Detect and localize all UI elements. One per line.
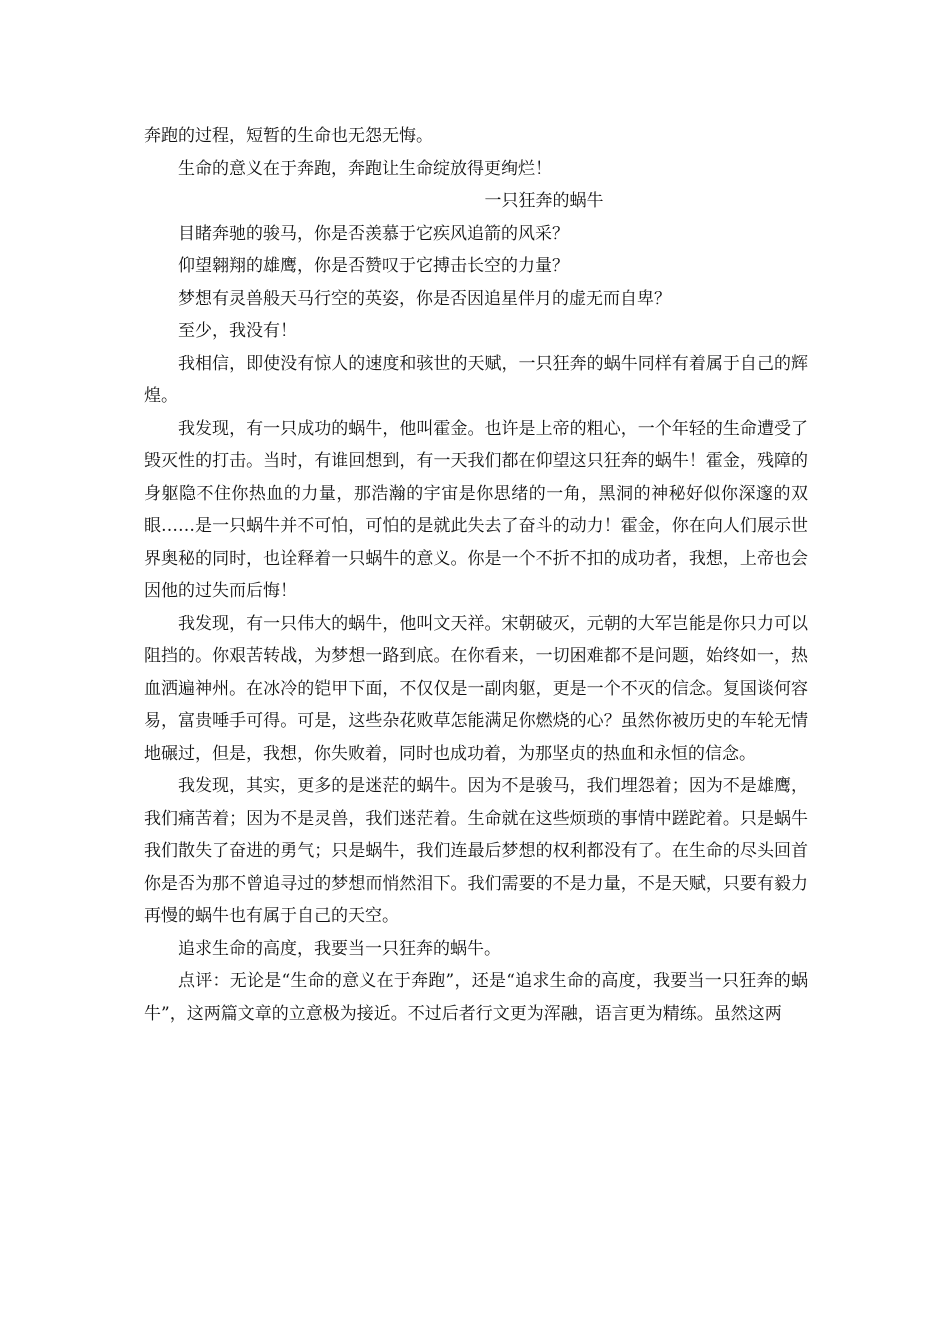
essay-title: 一只狂奔的蜗牛 xyxy=(484,191,604,211)
paragraph-conclusion: 生命的意义在于奔跑，奔跑让生命绽放得更绚烂！ xyxy=(178,158,552,179)
paragraph-pursuit: 追求生命的高度，我要当一只狂奔的蜗牛。 xyxy=(178,938,501,959)
paragraph-horse: 目睹奔驰的骏马，你是否羡慕于它疾风追箭的风采？ xyxy=(178,223,569,244)
paragraph-wen-tianxiang: 我发现，有一只伟大的蜗牛，他叫文天祥。宋朝破灭，元朝的大军岂能是你只力可以阻挡的。你艰苦转战，为梦想一路到底。在你看来，一切困难都不是问题，始终如一，热血洒遍神州。在冰冷的铠甲下面，不仅仅是一副肉躯，更是一个不灭的信念。复国谈何容易，富贵唾手可得。可是，这些杂花败草怎能满足你燃烧的心？虽然你被历史的车轮无情地碾过，但是，我想，你失败着，同时也成功着，为那坚贞的热血和永恒的信念。 xyxy=(144,613,808,764)
paragraph-not-me: 至少，我没有！ xyxy=(178,321,297,341)
paragraph-beast: 梦想有灵兽般天马行空的英姿，你是否因追星伴月的虚无而自卑？ xyxy=(178,288,671,309)
paragraph-hawking: 我发现，有一只成功的蜗牛，他叫霍金。也许是上帝的粗心，一个年轻的生命遭受了毁灭性的打击。当时，有谁回想到，有一天我们都在仰望这只狂奔的蜗牛！霍金，残障的身躯隐不住你热血的力量，那浩瀚的宇宙是你思绪的一角，黑洞的神秘好似你深邃的双眼……是一只蜗牛并不可怕，可怕的是就此失去了奋斗的动力！霍金，你在向人们展示世界奥秘的同时，也诠释着一只蜗牛的意义。你是一个不折不扣的成功者，我想，上帝也会因他的过失而后悔！ xyxy=(144,418,808,601)
paragraph-commentary: 点评：无论是“生命的意义在于奔跑”，还是“追求生命的高度，我要当一只狂奔的蜗牛”，这两篇文章的立意极为接近。不过后者行文更为浑融，语言更为精练。虽然这两 xyxy=(144,971,808,1024)
paragraph-lost-snails: 我发现，其实，更多的是迷茫的蜗牛。因为不是骏马，我们埋怨着；因为不是雄鹰，我们痛苦着；因为不是灵兽，我们迷茫着。生命就在这些烦琐的事情中蹉跎着。只是蜗牛我们散失了奋进的勇气；只是蜗牛，我们连最后梦想的权利都没有了。在生命的尽头回首你是否为那不曾追寻过的梦想而悄然泪下。我们需要的不是力量，不是天赋，只要有毅力再慢的蜗牛也有属于自己的天空。 xyxy=(144,776,808,926)
document-page xyxy=(144,120,808,1030)
paragraph-belief: 我相信，即使没有惊人的速度和骇世的天赋，一只狂奔的蜗牛同样有着属于自己的辉煌。 xyxy=(144,353,808,406)
paragraph-continuation: 奔跑的过程，短暂的生命也无怨无悔。 xyxy=(144,126,433,146)
paragraph-eagle: 仰望翱翔的雄鹰，你是否赞叹于它搏击长空的力量？ xyxy=(178,256,569,276)
